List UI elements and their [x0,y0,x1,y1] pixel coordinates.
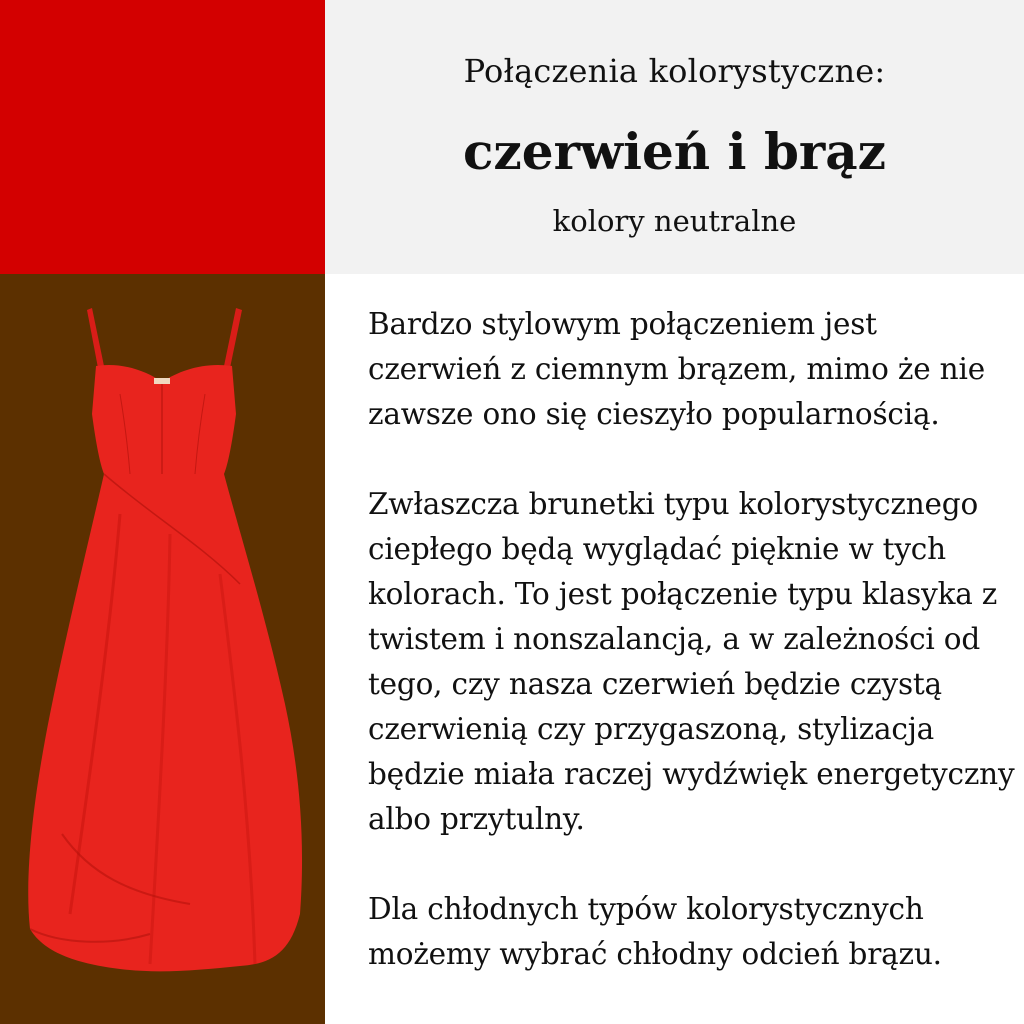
header-kicker: Połączenia kolorystyczne: [463,52,886,90]
page-title: czerwień i brąz [462,122,887,181]
paragraph-1: Bardzo stylowym połączeniem jest czerwień z ciemnym brązem, mimo że nie zawsze ono się cieszyło popularnością. [368,307,985,431]
page-subtitle: kolory neutralne [552,204,797,238]
paragraph-3: Dla chłodnych typów kolorystycznych możemy wybrać chłodny odcień brązu. [368,892,942,971]
body-text [368,302,1018,1022]
red-dress-image [0,274,325,1024]
header-panel [325,0,1024,274]
red-color-swatch [0,0,325,274]
paragraph-2: Zwłaszcza brunetki typu kolorystycznego ciepłego będą wyglądać pięknie w tych kolorach. To jest połączenie typu klasyka z twistem i nonszalancją, a w zależności od tego, czy nasza czerwień będzie czystą czerwienią czy przygaszoną, stylizacja będzie miała raczej wydźwięk energetyczny albo przytulny. [368,487,1015,836]
